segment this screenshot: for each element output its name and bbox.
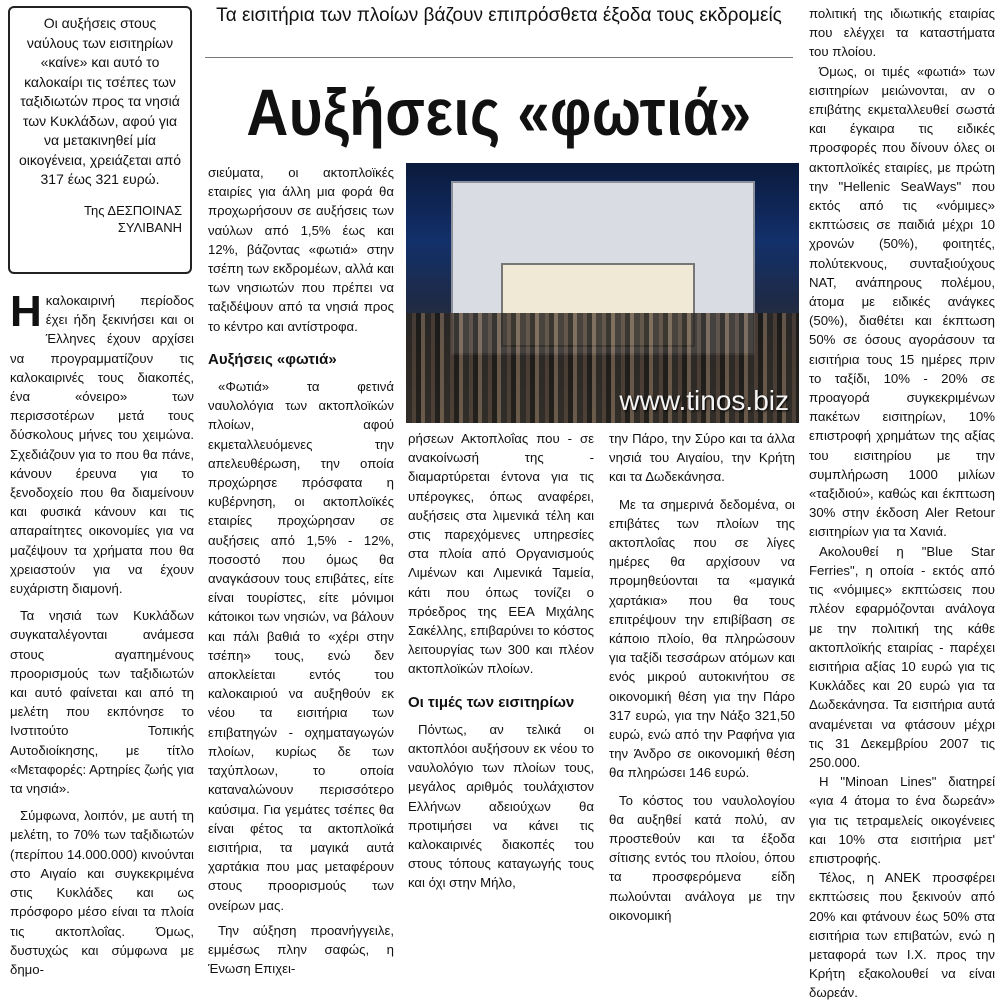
col5-paragraph-4: Η "Minoan Lines" διατηρεί «για 4 άτομα το ένα δωρεάν» για τις τετραμελείς οικογένειες και 10% στα εισιτήρια μετ' επιστροφής.: [809, 774, 995, 866]
col1-paragraph-2: Τα νησιά των Κυκλάδων συγκαταλέγονται ανάμεσα στους αγαπημένους προορισμούς των ταξιδιωτών και αυτό φαίνεται και από τη μελέτη που εκπόνησε το Ινστιτούτο Τοπικής Αυτοδιοίκησης, με τίτλο «Μεταφορές: Αρτηρίες ζωής για τα νησιά».: [10, 608, 194, 797]
subtitle-rule: [205, 57, 793, 58]
col2-paragraph-1: σιεύματα, οι ακτοπλοϊκές εταιρίες για άλλη μια φορά θα προχωρήσουν σε αυξήσεις των ναύλων από 1,5% έως και 12%, βάζοντας «φωτιά» στην τσέπη των εκδρομέων, αλλά και των νησιωτών που πρέπει να ταξιδέψουν από τα νησιά προς το κέντρο και αντίστροφα.: [208, 165, 394, 334]
article-column-1: [10, 287, 194, 977]
drop-cap: Η: [10, 287, 42, 336]
byline-prefix: Της: [84, 202, 105, 218]
col3-heading: Οι τιμές των εισιτηρίων: [408, 693, 575, 711]
teaser-box: [8, 6, 192, 274]
col2-paragraph-3: Την αύξηση προανήγγειλε, εμμέσως πλην σαφώς, η Ένωση Επιχει-: [208, 922, 394, 977]
byline-name: ΔΕΣΠΟΙΝΑΣ ΣΥΛΙΒΑΝΗ: [107, 202, 182, 235]
ferry-photo: [406, 163, 799, 423]
col4-paragraph-3: Το κόστος του ναυλολογίου θα αυξηθεί κατά πολύ, αν προστεθούν και τα έξοδα σίτισης εντός του πλοίου, όπου τα προσφερόμενα είδη πωλούνται ανάλογα με την οικονομική: [609, 792, 795, 923]
photo-watermark: www.tinos.biz: [619, 385, 789, 416]
byline: [18, 202, 182, 236]
col5-paragraph-2: Όμως, οι τιμές «φωτιά» των εισιτηρίων μειώνονται, αν ο επιβάτης εκμεταλλευθεί σωστά και έγκαιρα τις ειδικές προσφορές που δίνουν όλες οι ακτοπλοϊκές εταιρίες, με πρώτη την "Hellenic SeaWays" που εκτός από τις «νόμιμες» εκπτώσεις σε παιδιά μέχρι 10 χρονών (50%), φοιτητές, πολύτεκνους, συνταξιούχους ΝΑΤ, ανάπηρους πολέμου, άτομα με ειδικές ανάγκες (50%), διαθέτει και έκπτωση 50% σε όσους αγοράσουν τα εισιτήρια τους 15 ημέρες πριν το ταξίδι, 10% - 20% σε προαγορά συγκεκριμένων πακέτων εισιτηρίων, 10% επιστροφή χρημάτων της αξίας του εισιτηρίου με την συμπλήρωση 1000 μιλίων «ταξιδιού», καθώς και έκπτωση 30% στην έκδοση Aler Retour εισιτηρίων για τα Χανιά.: [809, 63, 995, 540]
col2-heading: Αυξήσεις «φωτιά»: [208, 350, 337, 368]
col1-paragraph-3: Σύμφωνα, λοιπόν, με αυτή τη μελέτη, το 70% των ταξιδιωτών (περίπου 14.000.000) κινούνται στο Αιγαίο και συγκεκριμένα στις Κυκλάδες και ως πρόσφορο μέσο είναι τα πλοία τις ακτοπλοΐας. Όμως, δυστυχώς και σύμφωνα με δημο-: [10, 808, 194, 977]
headline: Αυξήσεις «φωτιά»: [246, 75, 752, 149]
subtitle: Τα εισιτήρια των πλοίων βάζουν επιπρόσθετα έξοδα τους εκδρομείς: [216, 5, 782, 26]
col4-paragraph-2: Με τα σημερινά δεδομένα, οι επιβάτες των πλοίων της ακτοπλοΐας που σε λίγες ημέρες θα αρχίσουν να προμηθεύονται τα «μαγικά χαρτάκια» που θα τους επιτρέψουν την επιβίβαση σε κάποιο πλοίο, θα πληρώσουν για ταξίδι τεσσάρων ατόμων και ενός μικρού αυτοκινήτου σε οικονομική θέση για την Πάρο 317 ευρώ, για την Νάξο 321,50 ευρώ, ενώ από την Ραφήνα για την Άνδρο σε οικονομική θέση θα πληρώσει 146 ευρώ.: [609, 496, 795, 781]
article-column-4: [609, 429, 795, 923]
col5-paragraph-3: Ακολουθεί η "Blue Star Ferries", η οποία - εκτός από τις «νόμιμες» εκπτώσεις που πλέον εφαρμόζονται ανάλογα με την πολιτική της κάθε ακτοπλοϊκής εταιρίας - παρέχει εισιτήρια αξίας 10 ευρώ για τις Κυκλάδες και 20 ευρώ για τα Δωδεκάνησα. Τα εισιτήρια αυτά αναμένεται να φτάσουν μέχρι τις 31 Δεκεμβρίου 2007 τις 250.000.: [809, 543, 995, 770]
col3-paragraph-2: Πόντως, αν τελικά οι ακτοπλόοι αυξήσουν εκ νέου το ναυλολόγιο των πλοίων τους, μεγάλος αριθμός τουλάχιστον Ελλήνων αδειούχων θα προτιμήσει να κάνει τις καλοκαιρινές διακοπές του στους τόπους καταγωγής τους και όχι στην Μήλο,: [408, 721, 594, 891]
col3-paragraph-1: ρήσεων Ακτοπλοΐας που - σε ανακοίνωσή της - διαμαρτύρεται έντονα για τις υπέρογκες, όπως αναφέρει, αυξήσεις στα λιμενικά τέλη και στις παρεχόμενες υπηρεσίες στα πλοία από Οργανισμούς Λιμένων και Λιμενικά Ταμεία, κάτι που όπως τονίζει ο πρόεδρος της ΕΕΑ Μιχάλης Σακέλλης, επιβαρύνει το κόστος λειτουργίας των 300 και πλέον ακτοπλοϊκών πλοίων.: [408, 431, 594, 677]
article-column-5: [809, 4, 995, 1001]
article-column-3: [408, 429, 594, 891]
col1-paragraph-1: [10, 287, 194, 598]
col1-p1-text: καλοκαιρινή περίοδος έχει ήδη ξεκινήσει και οι Έλληνες έχουν αρχίσει να προγραμματίζουν τις καλοκαιρινές τους διακοπές, ένα «όνειρο» των περισσοτέρων μετά τους δύσκολους μήνες του χειμώνα. Σχεδιάζουν για το που θα πάνε, κάνουν έρευνα για το ξενοδοχείο που θα διαμείνουν και φυσικά κάνουν και τις απαραίτητες οικονομίες για να μαζέψουν τα χρήματα που θα χρειαστούν για να έχουν ευχάριστη διαμονή.: [10, 293, 194, 597]
article-column-2: [208, 163, 394, 977]
col4-paragraph-1: την Πάρο, την Σύρο και τα άλλα νησιά του Αιγαίου, την Κρήτη και τα Δωδεκάνησα.: [609, 431, 795, 485]
col2-paragraph-2: «Φωτιά» τα φετινά ναυλολόγια των ακτοπλοϊκών πλοίων, αφού εκμεταλλευόμενες την απελευθέρωση, την οποία προχώρησε πρόσφατα η κυβέρνηση, οι ακτοπλοϊκές εταιρίες προχώρησαν σε αυξήσεις από 1,5% - 12%, ποσοστό που όμως θα αναγκάσουν τους επιβάτες, είτε είναι τουρίστες, είτε μόνιμοι κάτοικοι των νησιών, να βάλουν και πάλι βαθιά το «χέρι στην τσέπη» τους, ενώ δεν αποκλείεται εντός του καλοκαιριού να αυξηθούν εκ νέου τα εισιτήρια των επιβατηγών - οχηματαγωγών πλοίων, κυρίως δε των ταχύπλοων, το οποία καταναλώνουν περισσότερο καύσιμα. Για γεμάτες τσέπες θα είναι φέτος τα ακτοπλοϊκά εισιτήρια, τα μαγικά αυτά χαρτάκια που μας μεταφέρουν στους προορισμούς των ονείρων μας.: [208, 379, 394, 913]
col5-paragraph-1: πολιτική της ιδιωτικής εταιρίας που ελέγχει τα καταστήματα του πλοίου.: [809, 6, 995, 60]
teaser-text: Οι αυξήσεις στους ναύλους των εισιτηρίων «καίνε» και αυτό το καλοκαίρι τις τσέπες των ταξιδιωτών προς τα νησιά των Κυκλάδων, αφού για να μετακινηθεί μία οικογένεια, χρειάζεται από 317 έως 321 ευρώ.: [18, 15, 182, 187]
col5-paragraph-5: Τέλος, η ΑΝΕΚ προσφέρει εκπτώσεις που ξεκινούν από 20% και φτάνουν έως 50% στα εισιτήρια των επιβατών, ενώ η μεταφορά των Ι.Χ. προς την Κρήτη εξακολουθεί να είναι δωρεάν.: [809, 870, 995, 1001]
